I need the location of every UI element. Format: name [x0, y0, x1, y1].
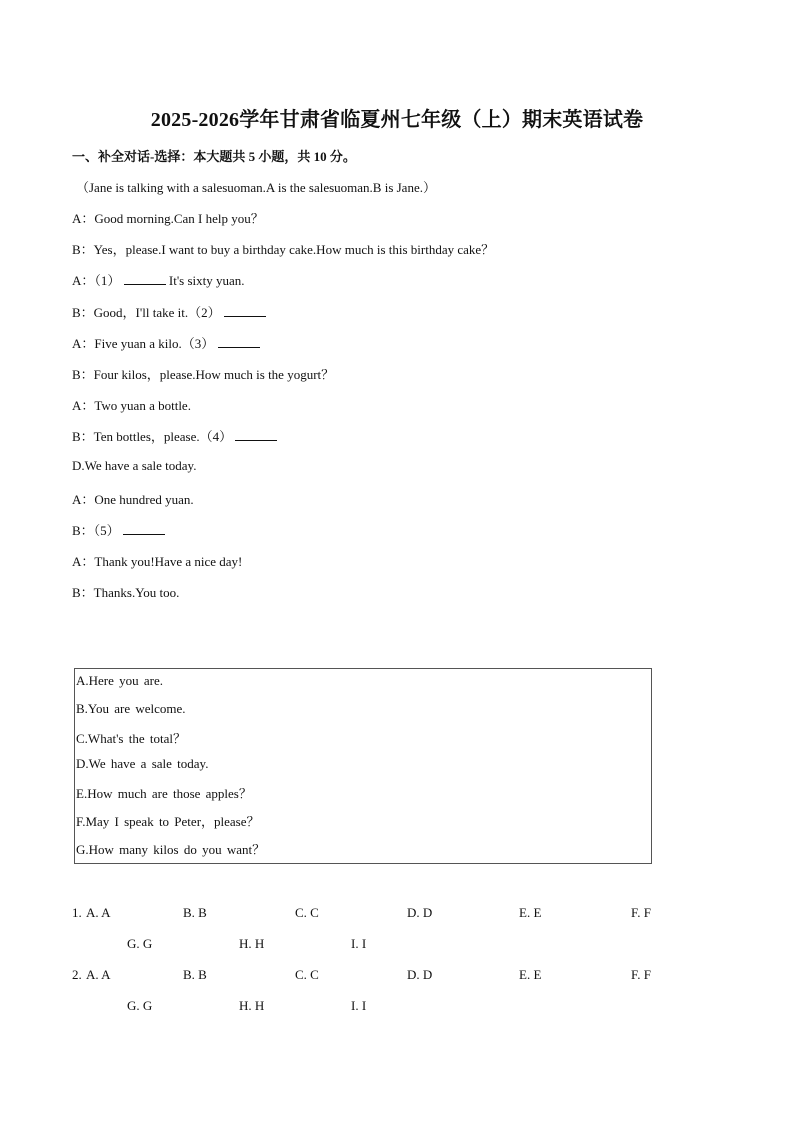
dialogue-text: A：One hundred yuan. [72, 491, 194, 507]
dialogue-text: B：Ten bottles，please.（4） [72, 429, 233, 445]
answer-choice[interactable]: H. H [239, 998, 265, 1013]
section-heading: 一、补全对话-选择：本大题共 5 小题，共 10 分。 [72, 149, 356, 164]
option-item: G.How many kilos do you want？ [76, 841, 266, 857]
option-item: C.What's the total？ [76, 731, 186, 747]
dialogue-line [72, 426, 277, 445]
dialogue-line [72, 551, 242, 570]
answer-choice[interactable]: C. C [295, 967, 319, 982]
dialogue-text: B：（5） [72, 523, 120, 538]
dialogue-text: D.We have a sale today. [72, 457, 197, 473]
option-item: E.How much are those apples？ [76, 786, 252, 802]
answer-blank[interactable] [124, 272, 166, 285]
options-box [74, 668, 652, 864]
dialogue-text: B：Thanks.You too. [72, 585, 180, 601]
dialogue-line [72, 364, 334, 383]
dialogue-line [72, 582, 179, 601]
option-item: D.We have a sale today. [76, 755, 209, 771]
answer-choice[interactable]: D. D [407, 905, 433, 920]
exam-title: 2025-2026学年甘肃省临夏州七年级（上）期末英语试卷 [150, 109, 644, 131]
dialogue-line [72, 333, 260, 352]
option-item: F.May I speak to Peter，please？ [76, 814, 260, 829]
answer-choice[interactable]: A. A [86, 967, 111, 982]
dialogue-line [72, 489, 194, 508]
answer-blank[interactable] [123, 522, 165, 535]
dialogue-text: B：Yes，please.I want to buy a birthday cake.How much is this birthday cake？ [72, 242, 495, 258]
dialogue-text: A：Two yuan a bottle. [72, 398, 191, 414]
dialogue-intro: （Jane is talking with a salesuoman.A is the salesuoman.B is Jane.） [76, 180, 436, 195]
answer-choice[interactable]: B. B [183, 967, 207, 982]
answer-blank[interactable] [218, 335, 260, 348]
answer-choice[interactable]: B. B [183, 905, 207, 920]
dialogue-text: B：Four kilos，please.How much is the yogurt？ [72, 367, 335, 382]
answer-choice[interactable]: I. I [351, 998, 367, 1013]
dialogue-line [72, 395, 191, 414]
dialogue-text: A：Good morning.Can I help you？ [72, 211, 264, 226]
answer-choice[interactable]: E. E [519, 905, 542, 920]
answer-blank[interactable] [224, 304, 266, 317]
answer-choice[interactable]: D. D [407, 967, 433, 982]
dialogue-line [72, 302, 266, 321]
answer-choice[interactable]: F. F [631, 967, 651, 982]
dialogue-text: A：Thank you!Have a nice day! [72, 554, 243, 570]
dialogue-line [72, 458, 196, 474]
dialogue-text: A：（1） [72, 273, 121, 289]
answer-choice[interactable]: G. G [127, 936, 153, 951]
option-item: A.Here you are. [76, 673, 164, 688]
dialogue-text-after-blank: It's sixty yuan. [165, 273, 245, 289]
answer-choice[interactable]: G. G [127, 998, 153, 1013]
dialogue-text: A：Five yuan a kilo.（3） [72, 335, 215, 351]
answer-choice[interactable]: H. H [239, 936, 265, 951]
dialogue-line [72, 239, 494, 258]
answer-choice[interactable]: F. F [631, 905, 651, 920]
dialogue-line [72, 270, 245, 289]
answer-blank[interactable] [235, 428, 277, 441]
dialogue-text: B：Good，I'll take it.（2） [72, 304, 221, 320]
answer-choice[interactable]: A. A [86, 905, 111, 920]
answer-choice[interactable]: C. C [295, 905, 319, 920]
dialogue-line [72, 520, 165, 539]
question-number: 1. [72, 905, 82, 920]
answer-choice[interactable]: I. I [351, 936, 367, 951]
option-item: B.You are welcome. [76, 700, 186, 716]
dialogue-line [72, 208, 264, 227]
answer-choice[interactable]: E. E [519, 967, 542, 982]
question-number: 2. [72, 967, 82, 982]
